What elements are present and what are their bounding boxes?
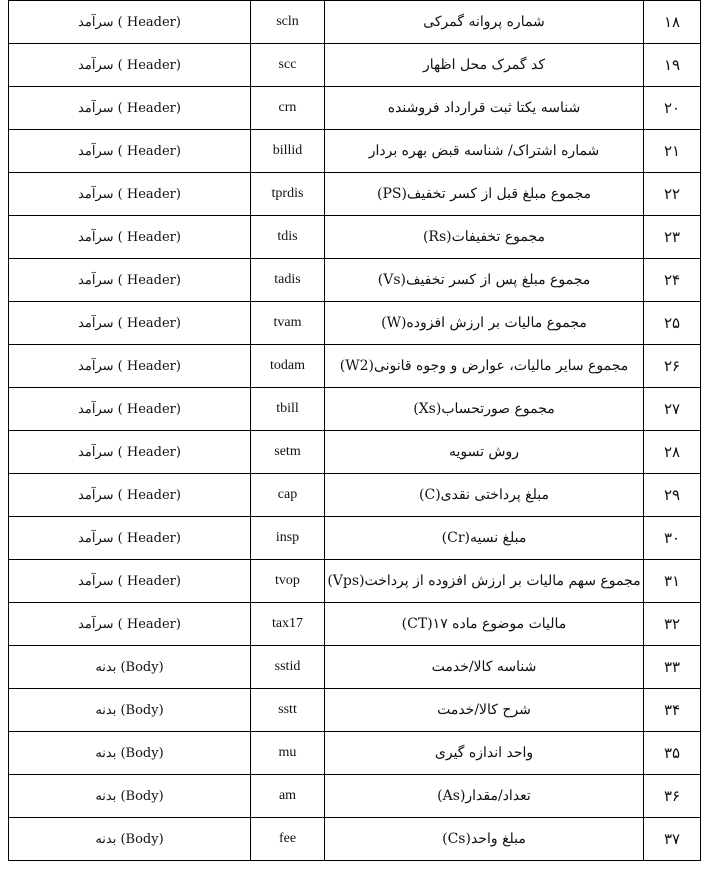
row-number-cell: ۳۷ (644, 818, 701, 861)
table-row (9, 1, 701, 44)
field-code-cell: todam (251, 345, 325, 388)
field-code-cell: insp (251, 517, 325, 560)
row-number-cell: ۱۸ (644, 1, 701, 44)
section-cell: (Header ) سرآمد (9, 603, 251, 646)
field-code-cell: sstt (251, 689, 325, 732)
field-description-cell: واحد اندازه گیری (325, 732, 644, 775)
fields-table-body (9, 1, 701, 861)
field-description-cell: شناسه کالا/خدمت (325, 646, 644, 689)
table-row (9, 689, 701, 732)
field-code-cell: tvam (251, 302, 325, 345)
table-row (9, 474, 701, 517)
row-number-cell: ۳۶ (644, 775, 701, 818)
field-code-cell: tadis (251, 259, 325, 302)
field-description-cell: مجموع سایر مالیات، عوارض و وجوه قانونی(W2) (325, 345, 644, 388)
field-description-cell: تعداد/مقدار(As) (325, 775, 644, 818)
row-number-cell: ۲۶ (644, 345, 701, 388)
section-cell: (Header ) سرآمد (9, 474, 251, 517)
table-row (9, 44, 701, 87)
section-cell: (Body) بدنه (9, 775, 251, 818)
field-code-cell: billid (251, 130, 325, 173)
row-number-cell: ۲۷ (644, 388, 701, 431)
field-code-cell: fee (251, 818, 325, 861)
section-cell: (Header ) سرآمد (9, 216, 251, 259)
field-code-cell: crn (251, 87, 325, 130)
section-cell: (Header ) سرآمد (9, 173, 251, 216)
section-cell: (Header ) سرآمد (9, 44, 251, 87)
field-code-cell: setm (251, 431, 325, 474)
table-row (9, 646, 701, 689)
field-code-cell: scc (251, 44, 325, 87)
section-cell: (Header ) سرآمد (9, 87, 251, 130)
field-code-cell: mu (251, 732, 325, 775)
fields-table (8, 0, 701, 861)
field-code-cell: tdis (251, 216, 325, 259)
row-number-cell: ۳۴ (644, 689, 701, 732)
row-number-cell: ۱۹ (644, 44, 701, 87)
field-description-cell: مالیات موضوع ماده ۱۷(CT) (325, 603, 644, 646)
table-row (9, 302, 701, 345)
table-row (9, 431, 701, 474)
row-number-cell: ۳۲ (644, 603, 701, 646)
field-description-cell: مبلغ واحد(Cs) (325, 818, 644, 861)
table-row (9, 560, 701, 603)
field-description-cell: مجموع مالیات بر ارزش افزوده(W) (325, 302, 644, 345)
field-description-cell: مجموع صورتحساب(Xs) (325, 388, 644, 431)
field-code-cell: scln (251, 1, 325, 44)
field-description-cell: مبلغ نسیه(Cr) (325, 517, 644, 560)
row-number-cell: ۲۸ (644, 431, 701, 474)
field-code-cell: cap (251, 474, 325, 517)
table-row (9, 259, 701, 302)
field-description-cell: مجموع مبلغ پس از کسر تخفیف(Vs) (325, 259, 644, 302)
field-description-cell: مجموع مبلغ قبل از کسر تخفیف(PS) (325, 173, 644, 216)
table-row (9, 603, 701, 646)
table-row (9, 130, 701, 173)
row-number-cell: ۲۰ (644, 87, 701, 130)
table-row (9, 517, 701, 560)
section-cell: (Header ) سرآمد (9, 302, 251, 345)
field-description-cell: شرح کالا/خدمت (325, 689, 644, 732)
table-row (9, 818, 701, 861)
field-code-cell: tprdis (251, 173, 325, 216)
row-number-cell: ۲۲ (644, 173, 701, 216)
row-number-cell: ۲۳ (644, 216, 701, 259)
row-number-cell: ۲۱ (644, 130, 701, 173)
row-number-cell: ۳۵ (644, 732, 701, 775)
field-description-cell: شماره اشتراک/ شناسه قبض بهره بردار (325, 130, 644, 173)
section-cell: (Body) بدنه (9, 818, 251, 861)
section-cell: (Header ) سرآمد (9, 517, 251, 560)
table-row (9, 732, 701, 775)
section-cell: (Header ) سرآمد (9, 431, 251, 474)
table-row (9, 87, 701, 130)
field-code-cell: tvop (251, 560, 325, 603)
section-cell: (Header ) سرآمد (9, 1, 251, 44)
section-cell: (Body) بدنه (9, 646, 251, 689)
section-cell: (Header ) سرآمد (9, 345, 251, 388)
section-cell: (Header ) سرآمد (9, 130, 251, 173)
row-number-cell: ۳۳ (644, 646, 701, 689)
table-row (9, 173, 701, 216)
section-cell: (Header ) سرآمد (9, 388, 251, 431)
section-cell: (Body) بدنه (9, 689, 251, 732)
field-code-cell: tbill (251, 388, 325, 431)
row-number-cell: ۲۴ (644, 259, 701, 302)
field-code-cell: tax17 (251, 603, 325, 646)
section-cell: (Header ) سرآمد (9, 560, 251, 603)
field-description-cell: مجموع تخفیفات(Rs) (325, 216, 644, 259)
field-description-cell: شناسه یکتا ثبت قرارداد فروشنده (325, 87, 644, 130)
section-cell: (Header ) سرآمد (9, 259, 251, 302)
row-number-cell: ۲۵ (644, 302, 701, 345)
field-description-cell: کد گمرک محل اظهار (325, 44, 644, 87)
field-description-cell: شماره پروانه گمرکی (325, 1, 644, 44)
table-row (9, 775, 701, 818)
section-cell: (Body) بدنه (9, 732, 251, 775)
row-number-cell: ۲۹ (644, 474, 701, 517)
table-row (9, 216, 701, 259)
table-row (9, 345, 701, 388)
field-description-cell: مبلغ پرداختی نقدی(C) (325, 474, 644, 517)
field-code-cell: am (251, 775, 325, 818)
field-description-cell: مجموع سهم مالیات بر ارزش افزوده از پرداخت(Vps) (325, 560, 644, 603)
field-code-cell: sstid (251, 646, 325, 689)
table-row (9, 388, 701, 431)
row-number-cell: ۳۰ (644, 517, 701, 560)
row-number-cell: ۳۱ (644, 560, 701, 603)
field-description-cell: روش تسویه (325, 431, 644, 474)
